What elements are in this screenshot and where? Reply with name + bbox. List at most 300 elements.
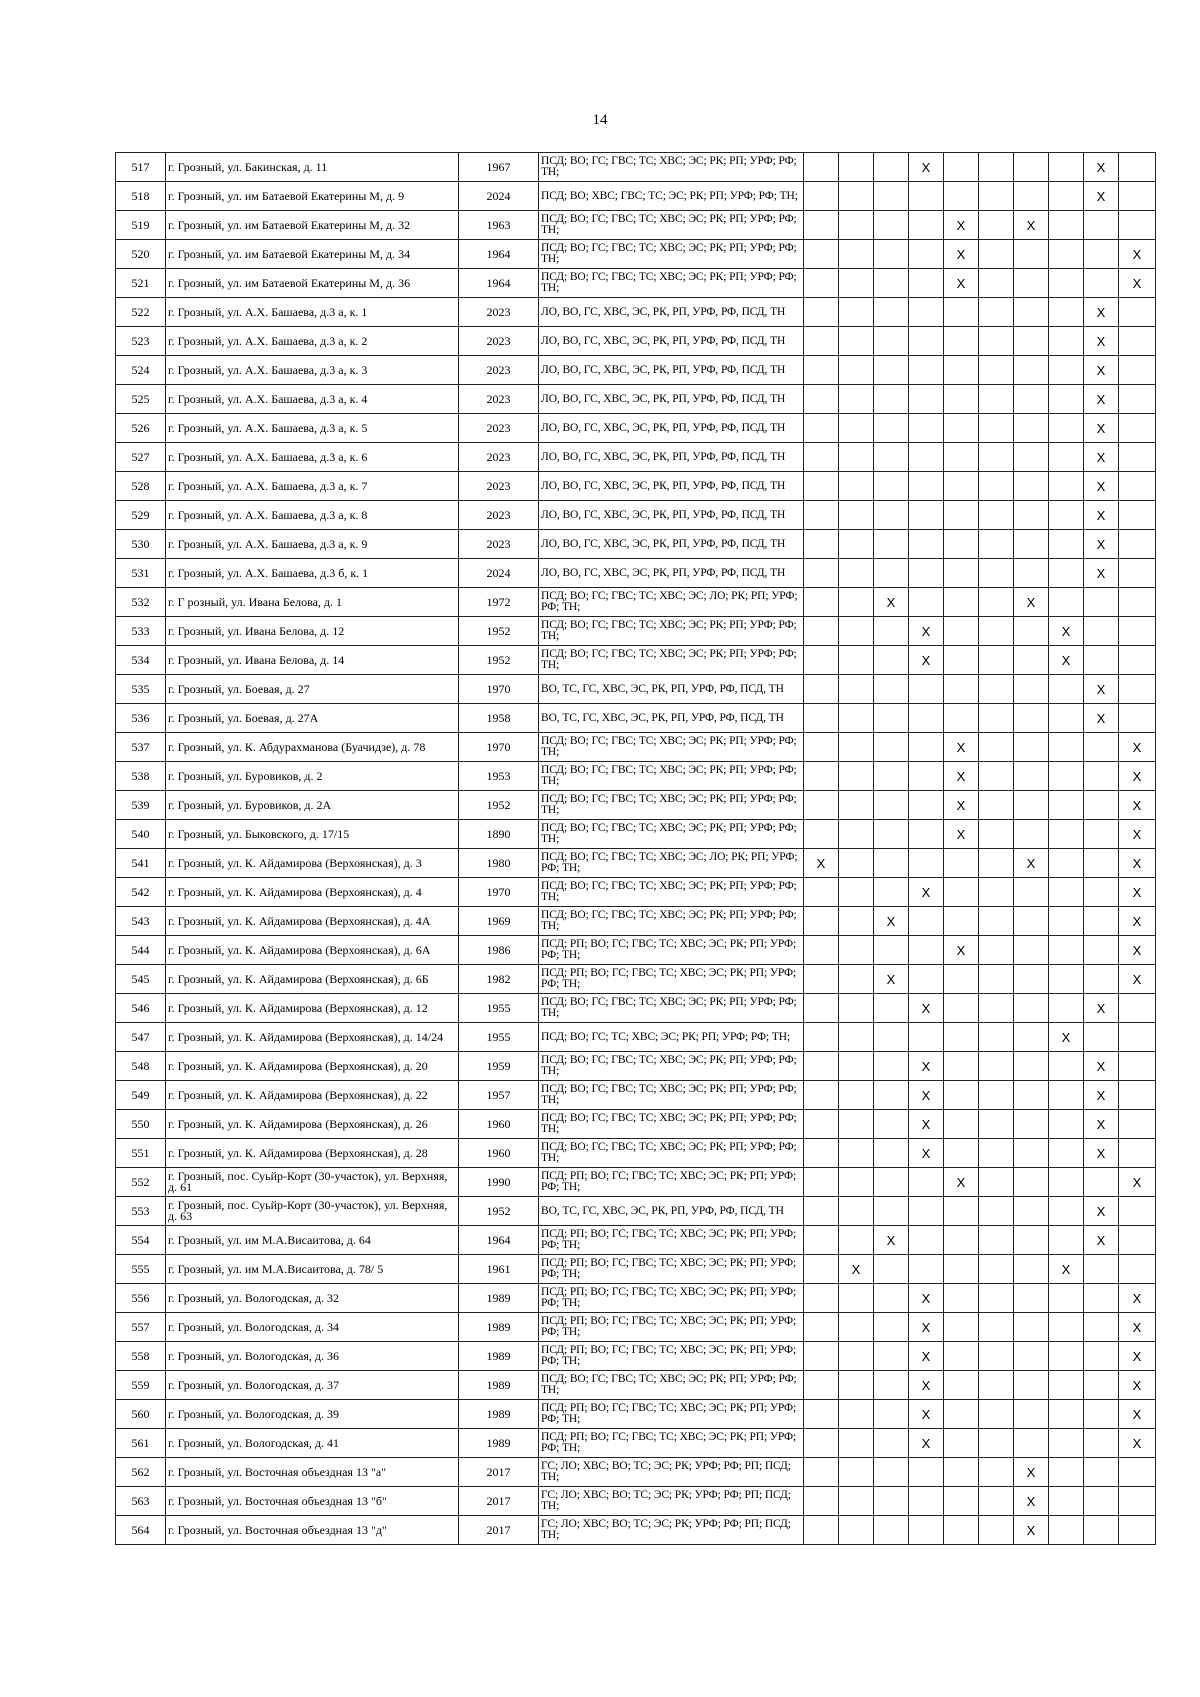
mark-cell	[839, 472, 874, 501]
mark-cell: Х	[944, 762, 979, 791]
year-cell: 1989	[459, 1371, 539, 1400]
mark-cell	[979, 849, 1014, 878]
row-number: 519	[116, 211, 166, 240]
mark-cell	[1014, 1197, 1049, 1226]
year-cell: 1952	[459, 791, 539, 820]
mark-cell: Х	[1084, 675, 1119, 704]
year-cell: 1970	[459, 878, 539, 907]
mark-cell	[1014, 1139, 1049, 1168]
mark-cell	[1119, 559, 1156, 588]
mark-cell	[1049, 1371, 1084, 1400]
mark-cell	[1119, 1458, 1156, 1487]
systems-cell: ПСД; ВО; ГС; ГВС; ТС; ХВС; ЭС; РК; РП; УРФ; РФ; ТН;	[539, 820, 804, 849]
mark-cell	[874, 675, 909, 704]
mark-cell	[979, 1458, 1014, 1487]
mark-cell	[1049, 878, 1084, 907]
mark-cell	[1049, 1284, 1084, 1313]
mark-cell	[979, 878, 1014, 907]
mark-cell	[944, 1052, 979, 1081]
mark-cell	[1049, 965, 1084, 994]
mark-cell: Х	[1084, 298, 1119, 327]
year-cell: 1953	[459, 762, 539, 791]
systems-cell: ВО, ТС, ГС, ХВС, ЭС, РК, РП, УРФ, РФ, ПСД, ТН	[539, 704, 804, 733]
mark-cell: Х	[944, 733, 979, 762]
address-cell: г. Грозный, ул. Ивана Белова, д. 12	[166, 617, 459, 646]
mark-cell	[1084, 1284, 1119, 1313]
mark-cell	[804, 965, 839, 994]
mark-cell	[804, 1052, 839, 1081]
mark-cell	[1049, 1168, 1084, 1197]
mark-cell	[1049, 443, 1084, 472]
year-cell: 1952	[459, 617, 539, 646]
mark-cell	[1119, 1052, 1156, 1081]
mark-cell	[874, 1400, 909, 1429]
mark-cell	[909, 733, 944, 762]
year-cell: 1955	[459, 1023, 539, 1052]
mark-cell	[839, 269, 874, 298]
systems-cell: ЛО, ВО, ГС, ХВС, ЭС, РК, РП, УРФ, РФ, ПСД, ТН	[539, 298, 804, 327]
mark-cell	[1084, 965, 1119, 994]
mark-cell	[839, 182, 874, 211]
mark-cell	[1014, 1168, 1049, 1197]
mark-cell	[804, 385, 839, 414]
mark-cell	[804, 646, 839, 675]
mark-cell	[874, 1168, 909, 1197]
mark-cell	[1119, 675, 1156, 704]
mark-cell	[1014, 646, 1049, 675]
mark-cell: Х	[909, 878, 944, 907]
mark-cell	[979, 472, 1014, 501]
mark-cell	[874, 414, 909, 443]
mark-cell	[1119, 1226, 1156, 1255]
row-number: 530	[116, 530, 166, 559]
mark-cell	[874, 298, 909, 327]
year-cell: 1958	[459, 704, 539, 733]
year-cell: 2023	[459, 530, 539, 559]
mark-cell	[1084, 588, 1119, 617]
row-number: 517	[116, 153, 166, 182]
mark-cell: Х	[1119, 269, 1156, 298]
mark-cell	[874, 762, 909, 791]
table-row	[116, 240, 1156, 269]
mark-cell	[1049, 849, 1084, 878]
mark-cell	[839, 356, 874, 385]
year-cell: 2024	[459, 182, 539, 211]
mark-cell: Х	[944, 269, 979, 298]
mark-cell	[1049, 1197, 1084, 1226]
mark-cell	[1014, 182, 1049, 211]
systems-cell: ПСД; РП; ВО; ГС; ГВС; ТС; ХВС; ЭС; РК; РП; УРФ; РФ; ТН;	[539, 936, 804, 965]
address-cell: г. Грозный, ул. Вологодская, д. 34	[166, 1313, 459, 1342]
mark-cell: Х	[1049, 646, 1084, 675]
mark-cell	[1014, 733, 1049, 762]
year-cell: 1982	[459, 965, 539, 994]
mark-cell	[1119, 385, 1156, 414]
mark-cell	[804, 1487, 839, 1516]
address-cell: г. Грозный, ул. А.Х. Башаева, д.3 а, к. 8	[166, 501, 459, 530]
table-row	[116, 1255, 1156, 1284]
mark-cell	[1014, 1023, 1049, 1052]
row-number: 548	[116, 1052, 166, 1081]
mark-cell: Х	[1084, 1139, 1119, 1168]
mark-cell	[979, 298, 1014, 327]
address-cell: г. Грозный, ул. им М.А.Висаитова, д. 64	[166, 1226, 459, 1255]
systems-cell: ПСД; ВО; ГС; ГВС; ТС; ХВС; ЭС; РК; РП; УРФ; РФ; ТН;	[539, 1139, 804, 1168]
mark-cell	[874, 994, 909, 1023]
mark-cell	[944, 1284, 979, 1313]
mark-cell	[804, 1139, 839, 1168]
mark-cell	[909, 327, 944, 356]
table-row	[116, 675, 1156, 704]
mark-cell	[909, 1023, 944, 1052]
mark-cell	[944, 414, 979, 443]
mark-cell	[839, 1342, 874, 1371]
systems-cell: ПСД; ВО; ГС; ГВС; ТС; ХВС; ЭС; РК; РП; УРФ; РФ; ТН;	[539, 1052, 804, 1081]
mark-cell	[804, 1284, 839, 1313]
mark-cell	[1014, 965, 1049, 994]
mark-cell: Х	[944, 211, 979, 240]
mark-cell	[944, 1139, 979, 1168]
systems-cell: ПСД; РП; ВО; ГС; ГВС; ТС; ХВС; ЭС; РК; РП; УРФ; РФ; ТН;	[539, 1226, 804, 1255]
mark-cell: Х	[944, 240, 979, 269]
table-row	[116, 994, 1156, 1023]
mark-cell: Х	[1119, 1400, 1156, 1429]
mark-cell	[804, 1226, 839, 1255]
mark-cell	[944, 849, 979, 878]
mark-cell	[1049, 1342, 1084, 1371]
systems-cell: ЛО, ВО, ГС, ХВС, ЭС, РК, РП, УРФ, РФ, ПСД, ТН	[539, 414, 804, 443]
mark-cell	[1014, 762, 1049, 791]
address-cell: г. Грозный, ул. Восточная объездная 13 "а"	[166, 1458, 459, 1487]
systems-cell: ЛО, ВО, ГС, ХВС, ЭС, РК, РП, УРФ, РФ, ПСД, ТН	[539, 443, 804, 472]
mark-cell: Х	[1084, 356, 1119, 385]
mark-cell	[944, 1255, 979, 1284]
year-cell: 1890	[459, 820, 539, 849]
table-row	[116, 1081, 1156, 1110]
mark-cell: Х	[909, 1400, 944, 1429]
mark-cell: Х	[1049, 617, 1084, 646]
table-row	[116, 849, 1156, 878]
mark-cell	[909, 501, 944, 530]
mark-cell	[1049, 182, 1084, 211]
year-cell: 1960	[459, 1139, 539, 1168]
address-cell: г. Грозный, ул. А.Х. Башаева, д.3 а, к. 3	[166, 356, 459, 385]
address-cell: г. Грозный, ул. Бакинская, д. 11	[166, 153, 459, 182]
mark-cell	[909, 907, 944, 936]
mark-cell	[1014, 1110, 1049, 1139]
row-number: 547	[116, 1023, 166, 1052]
table-row	[116, 327, 1156, 356]
mark-cell	[874, 1371, 909, 1400]
mark-cell	[1119, 588, 1156, 617]
mark-cell	[1014, 1371, 1049, 1400]
mark-cell	[909, 269, 944, 298]
mark-cell	[839, 1313, 874, 1342]
mark-cell	[944, 704, 979, 733]
row-number: 520	[116, 240, 166, 269]
mark-cell	[1119, 298, 1156, 327]
mark-cell	[1119, 1197, 1156, 1226]
mark-cell	[874, 1110, 909, 1139]
mark-cell	[979, 1023, 1014, 1052]
mark-cell	[839, 820, 874, 849]
mark-cell	[909, 1255, 944, 1284]
year-cell: 1959	[459, 1052, 539, 1081]
mark-cell	[979, 1255, 1014, 1284]
address-cell: г. Грозный, ул. К. Айдамирова (Верхоянская), д. 22	[166, 1081, 459, 1110]
mark-cell: Х	[1119, 1429, 1156, 1458]
row-number: 553	[116, 1197, 166, 1226]
mark-cell	[944, 1487, 979, 1516]
systems-cell: ПСД; РП; ВО; ГС; ГВС; ТС; ХВС; ЭС; РК; РП; УРФ; РФ; ТН;	[539, 1429, 804, 1458]
table-row	[116, 1313, 1156, 1342]
mark-cell	[1014, 327, 1049, 356]
mark-cell	[874, 1458, 909, 1487]
mark-cell	[1084, 1516, 1119, 1545]
mark-cell: Х	[1119, 1342, 1156, 1371]
mark-cell	[979, 1371, 1014, 1400]
mark-cell	[1049, 327, 1084, 356]
systems-cell: ГС; ЛО; ХВС; ВО; ТС; ЭС; РК; УРФ; РФ; РП; ПСД; ТН;	[539, 1516, 804, 1545]
buildings-table	[115, 152, 1156, 1545]
year-cell: 2024	[459, 559, 539, 588]
table-row	[116, 269, 1156, 298]
mark-cell	[1084, 1313, 1119, 1342]
mark-cell	[944, 443, 979, 472]
mark-cell	[944, 646, 979, 675]
table-row	[116, 472, 1156, 501]
mark-cell	[979, 530, 1014, 559]
mark-cell: Х	[1084, 385, 1119, 414]
mark-cell	[909, 240, 944, 269]
mark-cell	[839, 646, 874, 675]
mark-cell: Х	[1119, 849, 1156, 878]
address-cell: г. Грозный, ул. Восточная объездная 13 "д"	[166, 1516, 459, 1545]
mark-cell	[944, 501, 979, 530]
mark-cell	[874, 1139, 909, 1168]
systems-cell: ПСД; ВО; ГС; ТС; ХВС; ЭС; РК; РП; УРФ; РФ; ТН;	[539, 1023, 804, 1052]
mark-cell: Х	[909, 1284, 944, 1313]
mark-cell: Х	[1084, 1081, 1119, 1110]
mark-cell	[979, 1313, 1014, 1342]
address-cell: г. Грозный, ул. А.Х. Башаева, д.3 а, к. 4	[166, 385, 459, 414]
address-cell: г. Грозный, ул. им Батаевой Екатерины М, д. 32	[166, 211, 459, 240]
table-row	[116, 211, 1156, 240]
systems-cell: ЛО, ВО, ГС, ХВС, ЭС, РК, РП, УРФ, РФ, ПСД, ТН	[539, 559, 804, 588]
mark-cell	[874, 646, 909, 675]
year-cell: 2023	[459, 327, 539, 356]
table-row	[116, 298, 1156, 327]
mark-cell	[839, 1429, 874, 1458]
mark-cell	[1049, 211, 1084, 240]
table-row	[116, 1110, 1156, 1139]
address-cell: г. Грозный, ул. К. Айдамирова (Верхоянская), д. 14/24	[166, 1023, 459, 1052]
table-row	[116, 1168, 1156, 1197]
mark-cell	[1014, 878, 1049, 907]
row-number: 544	[116, 936, 166, 965]
mark-cell: Х	[1119, 1284, 1156, 1313]
mark-cell	[979, 501, 1014, 530]
mark-cell	[839, 1400, 874, 1429]
year-cell: 1980	[459, 849, 539, 878]
mark-cell	[839, 385, 874, 414]
mark-cell: Х	[874, 588, 909, 617]
mark-cell	[979, 1429, 1014, 1458]
mark-cell	[1084, 1342, 1119, 1371]
address-cell: г. Грозный, ул. К. Айдамирова (Верхоянская), д. 4	[166, 878, 459, 907]
mark-cell	[1119, 1487, 1156, 1516]
address-cell: г. Грозный, ул. Восточная объездная 13 "б"	[166, 1487, 459, 1516]
mark-cell: Х	[1084, 530, 1119, 559]
mark-cell	[804, 907, 839, 936]
row-number: 526	[116, 414, 166, 443]
mark-cell	[839, 1023, 874, 1052]
mark-cell	[839, 298, 874, 327]
mark-cell	[839, 1226, 874, 1255]
mark-cell	[909, 791, 944, 820]
mark-cell	[874, 1081, 909, 1110]
mark-cell	[909, 1458, 944, 1487]
mark-cell	[874, 1052, 909, 1081]
mark-cell	[804, 356, 839, 385]
year-cell: 2023	[459, 472, 539, 501]
mark-cell	[979, 1081, 1014, 1110]
mark-cell	[839, 1052, 874, 1081]
mark-cell	[944, 1458, 979, 1487]
mark-cell: Х	[909, 1342, 944, 1371]
row-number: 539	[116, 791, 166, 820]
row-number: 525	[116, 385, 166, 414]
row-number: 523	[116, 327, 166, 356]
mark-cell	[804, 327, 839, 356]
mark-cell	[839, 240, 874, 269]
systems-cell: ПСД; РП; ВО; ГС; ГВС; ТС; ХВС; ЭС; РК; РП; УРФ; РФ; ТН;	[539, 1255, 804, 1284]
mark-cell	[839, 704, 874, 733]
mark-cell: Х	[1084, 327, 1119, 356]
mark-cell	[839, 1458, 874, 1487]
mark-cell: Х	[909, 994, 944, 1023]
mark-cell	[804, 240, 839, 269]
mark-cell	[979, 153, 1014, 182]
mark-cell: Х	[1049, 1023, 1084, 1052]
mark-cell	[1119, 153, 1156, 182]
mark-cell	[804, 211, 839, 240]
mark-cell	[979, 762, 1014, 791]
mark-cell	[979, 443, 1014, 472]
mark-cell: Х	[1119, 1313, 1156, 1342]
mark-cell	[979, 675, 1014, 704]
row-number: 537	[116, 733, 166, 762]
mark-cell: Х	[1084, 704, 1119, 733]
mark-cell	[1049, 385, 1084, 414]
mark-cell: Х	[1084, 182, 1119, 211]
mark-cell	[1084, 1487, 1119, 1516]
mark-cell	[874, 1023, 909, 1052]
mark-cell	[839, 733, 874, 762]
year-cell: 1963	[459, 211, 539, 240]
mark-cell	[874, 1429, 909, 1458]
mark-cell	[944, 1516, 979, 1545]
mark-cell	[874, 1487, 909, 1516]
mark-cell	[944, 617, 979, 646]
mark-cell	[804, 1400, 839, 1429]
address-cell: г. Грозный, ул. А.Х. Башаева, д.3 а, к. 1	[166, 298, 459, 327]
mark-cell	[1014, 1255, 1049, 1284]
year-cell: 1957	[459, 1081, 539, 1110]
mark-cell	[839, 936, 874, 965]
address-cell: г. Грозный, ул. Буровиков, д. 2А	[166, 791, 459, 820]
mark-cell	[804, 1023, 839, 1052]
address-cell: г. Грозный, ул. К. Айдамирова (Верхоянская), д. 20	[166, 1052, 459, 1081]
address-cell: г. Грозный, ул. Боевая, д. 27А	[166, 704, 459, 733]
mark-cell	[944, 385, 979, 414]
address-cell: г. Грозный, ул. Вологодская, д. 39	[166, 1400, 459, 1429]
mark-cell: Х	[1084, 559, 1119, 588]
year-cell: 1970	[459, 675, 539, 704]
row-number: 538	[116, 762, 166, 791]
row-number: 552	[116, 1168, 166, 1197]
mark-cell	[1049, 472, 1084, 501]
address-cell: г. Грозный, ул. им Батаевой Екатерины М, д. 36	[166, 269, 459, 298]
mark-cell	[1049, 704, 1084, 733]
table-row	[116, 1342, 1156, 1371]
systems-cell: ВО, ТС, ГС, ХВС, ЭС, РК, РП, УРФ, РФ, ПСД, ТН	[539, 1197, 804, 1226]
mark-cell	[944, 298, 979, 327]
mark-cell	[874, 936, 909, 965]
mark-cell	[909, 298, 944, 327]
mark-cell	[1014, 501, 1049, 530]
row-number: 563	[116, 1487, 166, 1516]
mark-cell	[1049, 936, 1084, 965]
systems-cell: ПСД; РП; ВО; ГС; ГВС; ТС; ХВС; ЭС; РК; РП; УРФ; РФ; ТН;	[539, 1313, 804, 1342]
mark-cell	[839, 791, 874, 820]
mark-cell: Х	[1084, 472, 1119, 501]
mark-cell	[979, 1052, 1014, 1081]
mark-cell	[1014, 791, 1049, 820]
year-cell: 1964	[459, 1226, 539, 1255]
mark-cell	[909, 1516, 944, 1545]
row-number: 546	[116, 994, 166, 1023]
row-number: 531	[116, 559, 166, 588]
row-number: 562	[116, 1458, 166, 1487]
table-row	[116, 1487, 1156, 1516]
mark-cell	[874, 472, 909, 501]
mark-cell	[1049, 675, 1084, 704]
mark-cell	[874, 878, 909, 907]
row-number: 558	[116, 1342, 166, 1371]
mark-cell	[944, 356, 979, 385]
mark-cell	[839, 1168, 874, 1197]
mark-cell	[1049, 1429, 1084, 1458]
mark-cell	[1119, 414, 1156, 443]
systems-cell: ПСД; ВО; ГС; ГВС; ТС; ХВС; ЭС; РК; РП; УРФ; РФ; ТН;	[539, 211, 804, 240]
address-cell: г. Грозный, ул. Вологодская, д. 32	[166, 1284, 459, 1313]
mark-cell: Х	[1084, 1197, 1119, 1226]
row-number: 532	[116, 588, 166, 617]
mark-cell	[944, 1110, 979, 1139]
mark-cell: Х	[1084, 1052, 1119, 1081]
table-row	[116, 965, 1156, 994]
year-cell: 1960	[459, 1110, 539, 1139]
mark-cell	[909, 965, 944, 994]
mark-cell	[979, 1226, 1014, 1255]
mark-cell	[909, 530, 944, 559]
table-row	[116, 1371, 1156, 1400]
mark-cell	[874, 1342, 909, 1371]
row-number: 535	[116, 675, 166, 704]
mark-cell	[1049, 298, 1084, 327]
mark-cell	[944, 153, 979, 182]
